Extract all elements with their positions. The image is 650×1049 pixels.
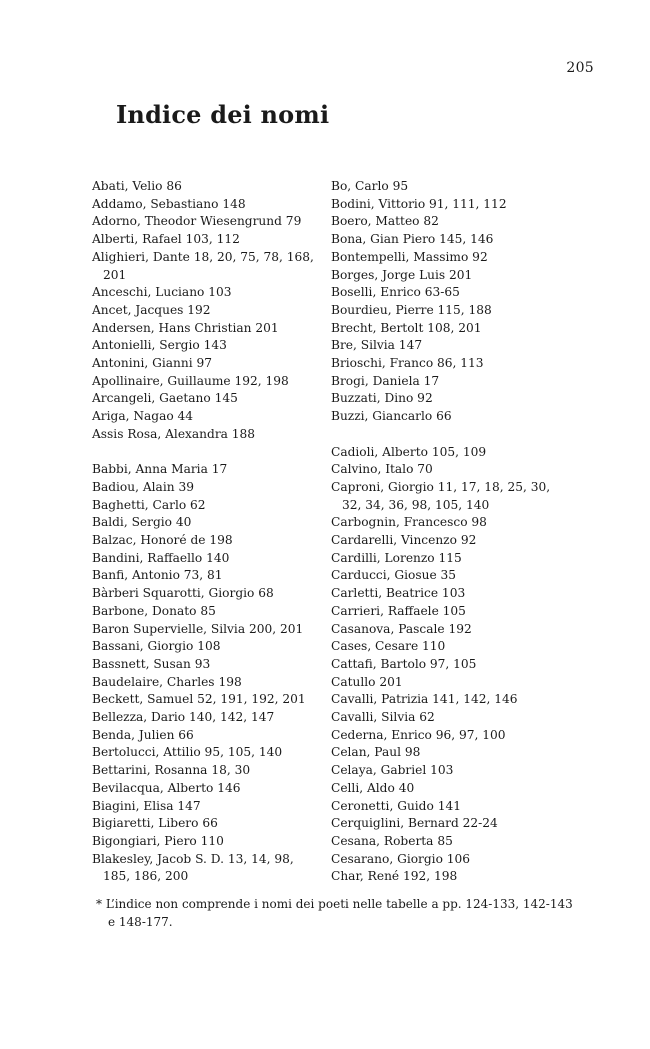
index-entry: Bodini, Vittorio 91, 111, 112 — [331, 196, 507, 211]
index-entry: Cattafi, Bartolo 97, 105 — [331, 656, 477, 671]
index-entry: Casanova, Pascale 192 — [331, 621, 472, 636]
index-entry: Caproni, Giorgio 11, 17, 18, 25, 30, 32, 34, 36, 98, 105, 140 — [331, 479, 551, 512]
index-entry: Antonielli, Sergio 143 — [92, 338, 227, 353]
index-entry: Bontempelli, Massimo 92 — [331, 249, 488, 264]
index-entry: Carbognin, Francesco 98 — [331, 515, 487, 530]
index-entry: Bigongiari, Piero 110 — [92, 834, 224, 848]
index-entry: Cavalli, Patrizia 141, 142, 146 — [331, 692, 518, 707]
index-entry: Apollinaire, Guillaume 192, 198 — [92, 373, 289, 388]
index-entry: Arcangeli, Gaetano 145 — [92, 391, 238, 406]
index-entry: Anceschi, Luciano 103 — [92, 285, 232, 300]
index-entry: Bo, Carlo 95 — [331, 179, 409, 193]
index-entry: Cesarano, Giorgio 106 — [331, 851, 471, 866]
index-entry: Biagini, Elisa 147 — [92, 798, 201, 813]
index-entry: Catullo 201 — [331, 674, 403, 689]
index-entry: Antonini, Gianni 97 — [92, 356, 213, 371]
index-entry: Ceronetti, Guido 141 — [331, 798, 461, 813]
index-entry: Cerquiglini, Bernard 22-24 — [331, 816, 498, 831]
footnote: * L’indice non comprende i nomi dei poeti nelle tabelle a pp. 124-133, 142-143 e 148-177. — [96, 897, 573, 929]
page-title: Indice dei nomi — [116, 100, 330, 129]
index-entry: Assis Rosa, Alexandra 188 — [92, 426, 256, 441]
index-entry: Bassnett, Susan 93 — [92, 656, 211, 671]
index-entry: Bertolucci, Attilio 95, 105, 140 — [92, 745, 283, 760]
index-column-left — [92, 178, 317, 886]
index-entry: Bassani, Giorgio 108 — [92, 639, 221, 654]
index-entry: Banfi, Antonio 73, 81 — [92, 568, 223, 583]
index-entry: Ariga, Nagao 44 — [92, 409, 194, 424]
index-entry: Benda, Julien 66 — [92, 727, 194, 742]
index-entry: Baron Supervielle, Silvia 200, 201 — [92, 621, 304, 636]
index-entry: Boselli, Enrico 63-65 — [331, 285, 460, 300]
index-entry: Baudelaire, Charles 198 — [92, 674, 242, 689]
index-entry: Cardarelli, Vincenzo 92 — [331, 533, 477, 548]
index-entry: Baldi, Sergio 40 — [92, 515, 192, 530]
index-entry: Cederna, Enrico 96, 97, 100 — [331, 727, 506, 742]
index-entry: Blakesley, Jacob S. D. 13, 14, 98, 185, 186, 200 — [92, 851, 294, 884]
index-entry: Buzzati, Dino 92 — [331, 391, 433, 406]
index-entry: Bevilacqua, Alberto 146 — [92, 780, 241, 795]
index-entry: Calvino, Italo 70 — [331, 462, 433, 477]
index-entry: Cadioli, Alberto 105, 109 — [331, 444, 487, 459]
index-entry: Celaya, Gabriel 103 — [331, 763, 454, 778]
index-entry: Badiou, Alain 39 — [92, 479, 194, 494]
index-entry: Bettarini, Rosanna 18, 30 — [92, 763, 251, 778]
index-entry: Abati, Velio 86 — [92, 179, 182, 193]
index-entry: Cardilli, Lorenzo 115 — [331, 550, 462, 565]
index-entry: Char, René 192, 198 — [331, 869, 458, 884]
index-entry: Celli, Aldo 40 — [331, 780, 415, 795]
letter-group-separator — [331, 426, 561, 444]
index-entry: Bellezza, Dario 140, 142, 147 — [92, 710, 275, 725]
index-entry: Boero, Matteo 82 — [331, 214, 439, 229]
index-entry: Alberti, Rafael 103, 112 — [92, 232, 240, 247]
index-entry: Beckett, Samuel 52, 191, 192, 201 — [92, 692, 306, 707]
index-entry: Carletti, Beatrice 103 — [331, 586, 466, 601]
index-entry: Bandini, Raffaello 140 — [92, 550, 230, 565]
index-entry: Alighieri, Dante 18, 20, 75, 78, 168, 201 — [92, 249, 314, 282]
index-entry: Babbi, Anna Maria 17 — [92, 462, 228, 477]
index-entry: Bàrberi Squarotti, Giorgio 68 — [92, 586, 274, 601]
index-entry: Cesana, Roberta 85 — [331, 834, 453, 848]
index-entry: Cavalli, Silvia 62 — [331, 710, 435, 725]
index-entry: Celan, Paul 98 — [331, 745, 421, 760]
index-entry: Addamo, Sebastiano 148 — [92, 196, 246, 211]
index-entry: Barbone, Donato 85 — [92, 603, 216, 618]
index-entry: Andersen, Hans Christian 201 — [92, 320, 279, 335]
index-entry: Baghetti, Carlo 62 — [92, 497, 206, 512]
index-entry: Carducci, Giosue 35 — [331, 568, 457, 583]
index-entry: Brioschi, Franco 86, 113 — [331, 356, 484, 371]
index-entry: Bourdieu, Pierre 115, 188 — [331, 302, 492, 317]
index-entry: Bona, Gian Piero 145, 146 — [331, 232, 494, 247]
index-entry: Balzac, Honoré de 198 — [92, 533, 233, 548]
index-entry: Cases, Cesare 110 — [331, 639, 446, 654]
index-entry: Brecht, Bertolt 108, 201 — [331, 320, 482, 335]
index-entry: Bigiaretti, Libero 66 — [92, 816, 218, 831]
index-entry: Buzzi, Giancarlo 66 — [331, 409, 452, 424]
index-entry: Adorno, Theodor Wiesengrund 79 — [92, 214, 302, 229]
letter-group-separator — [92, 444, 317, 462]
index-entry: Brogi, Daniela 17 — [331, 373, 440, 388]
index-column-right — [331, 178, 561, 886]
page-number: 205 — [566, 60, 594, 76]
index-entry: Carrieri, Raffaele 105 — [331, 603, 466, 618]
index-entry: Ancet, Jacques 192 — [92, 302, 211, 317]
index-entry: Borges, Jorge Luis 201 — [331, 267, 473, 282]
index-entry: Bre, Silvia 147 — [331, 338, 423, 353]
